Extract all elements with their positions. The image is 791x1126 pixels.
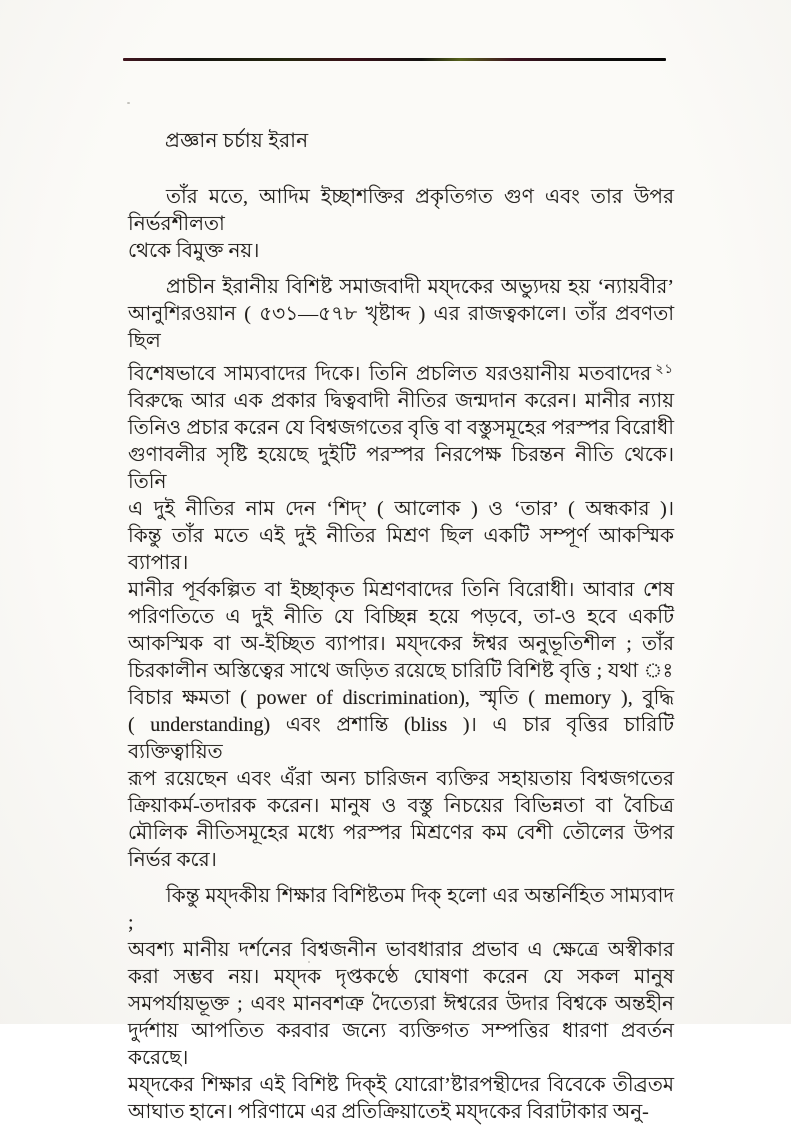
scan-speck	[308, 961, 310, 963]
text-line: রূপ রয়েছেন এবং এঁরা অন্য চারিজন ব্যক্তির সহায়তায় বিশ্বজগতের	[128, 768, 674, 790]
text-line: গুণাবলীর সৃষ্টি হয়েছে দুইটি পরস্পর নিরপেক্ষ চিরন্তন নীতি থেকে। তিনি	[128, 444, 674, 493]
paragraph	[128, 883, 674, 1126]
text-line: তাঁর মতে, আদিম ইচ্ছাশক্তির প্রকৃতিগত গুণ এবং তার উপর নির্ভরশীলতা	[128, 186, 674, 235]
text-line: দুর্দশায় আপতিত করবার জন্যে ব্যক্তিগত সম্পত্তির ধারণা প্রবর্তন করেছে।	[128, 1020, 674, 1069]
text-line: আনুশিরওয়ান ( ৫৩১—৫৭৮ খৃষ্টাব্দ ) এর রাজত্বকালে। তাঁর প্রবণতা ছিল	[128, 303, 674, 352]
text-line: সমপর্যায়ভূক্ত ; এবং মানবশত্রু দৈত্যেরা ঈশ্বরের উদার বিশ্বকে অন্তহীন	[128, 993, 674, 1015]
header-rule	[123, 58, 666, 61]
text-line: মানীর পূর্বকল্পিত বা ইচ্ছাকৃত মিশ্রণবাদের তিনি বিরোধী। আবার শেষ	[128, 579, 674, 601]
paragraph	[128, 274, 674, 874]
text-line: এ দুই নীতির নাম দেন ‘শিদ্‌’ ( আলোক ) ও ‘তার’ ( অন্ধকার )।	[128, 498, 674, 520]
text-line: কিন্তু তাঁর মতে এই দুই নীতির মিশ্রণ ছিল একটি সম্পূর্ণ আকস্মিক ব্যাপার।	[128, 525, 674, 574]
scan-speck	[127, 102, 130, 104]
text-line: বিশেষভাবে সাম্যবাদের দিকে। তিনি প্রচলিত যরওয়ানীয় মতবাদের $^{২১}$	[128, 361, 674, 385]
text-line: নির্ভর করে।	[128, 849, 217, 871]
text-line: অবশ্য মানীয় দর্শনের বিশ্বজনীন ভাবধারার প্রভাব এ ক্ষেত্রে অস্বীকার	[128, 939, 674, 961]
text-line: চিরকালীন অস্তিত্বের সাথে জড়িত রয়েছে চারিটি বিশিষ্ট বৃত্তি ; যথা ঃ	[128, 660, 674, 682]
text-line: প্রাচীন ইরানীয় বিশিষ্ট সমাজবাদী ময্‌দকের অভ্যুদয় হয় ‘ন্যায়বীর’	[166, 276, 674, 298]
text-line: ক্রিয়াকর্ম-তদারক করেন। মানুষ ও বস্তু নিচয়ের বিভিন্নতা বা বৈচিত্র	[128, 795, 674, 817]
text-line: মৌলিক নীতিসমূহের মধ্যে পরস্পর মিশ্রণের কম বেশী তৌলের উপর	[128, 822, 674, 844]
text-line: কিন্তু ময্‌দকীয় শিক্ষার বিশিষ্টতম দিক্‌ হলো এর অন্তর্নিহিত সাম্যবাদ ;	[128, 885, 674, 934]
text-line: আঘাত হানে। পরিণামে এর প্রতিক্রিয়াতেই ময্‌দকের বিরাটাকার অনু-	[128, 1101, 649, 1123]
text-line: পরিণতিতে এ দুই নীতি যে বিচ্ছিন্ন হয়ে পড়বে, তা-ও হবে একটি	[128, 606, 674, 628]
text-line: বিচার ক্ষমতা ( power of discrimination), স্মৃতি ( memory ), বুদ্ধি	[128, 687, 674, 709]
text-line: ( understanding) এবং প্রশান্তি (bliss )। এ চার বৃত্তির চারিটি ব্যক্তিত্বায়িত	[128, 714, 674, 763]
body-text	[128, 184, 674, 1126]
text-line: ময্‌দকের শিক্ষার এই বিশিষ্ট দিক্‌ই যোরো’ষ্টারপন্থীদের বিবেকে তীব্রতম	[128, 1074, 674, 1096]
text-line: আকস্মিক বা অ-ইচ্ছিত ব্যাপার। ময্‌দকের ঈশ্বর অনুভূতিশীল ; তাঁর	[128, 633, 674, 655]
text-line: তিনিও প্রচার করেন যে বিশ্বজগতের বৃত্তি বা বস্তুসমূহের পরস্পর বিরোধী	[128, 417, 674, 439]
paragraph	[128, 184, 674, 265]
text-line: করা সম্ভব নয়। ময্‌দক দৃপ্তকণ্ঠে ঘোষণা করেন যে সকল মানুষ	[128, 966, 674, 988]
text-line: থেকে বিমুক্ত নয়।	[128, 240, 260, 262]
text-line: বিরুদ্ধে আর এক প্রকার দ্বিত্ববাদী নীতির জন্মদান করেন। মানীর ন্যায়	[128, 390, 674, 412]
footnote-ref: ২১	[655, 361, 674, 376]
scan-speck	[593, 948, 595, 950]
running-head: প্রজ্ঞান চর্চায় ইরান	[165, 130, 309, 152]
